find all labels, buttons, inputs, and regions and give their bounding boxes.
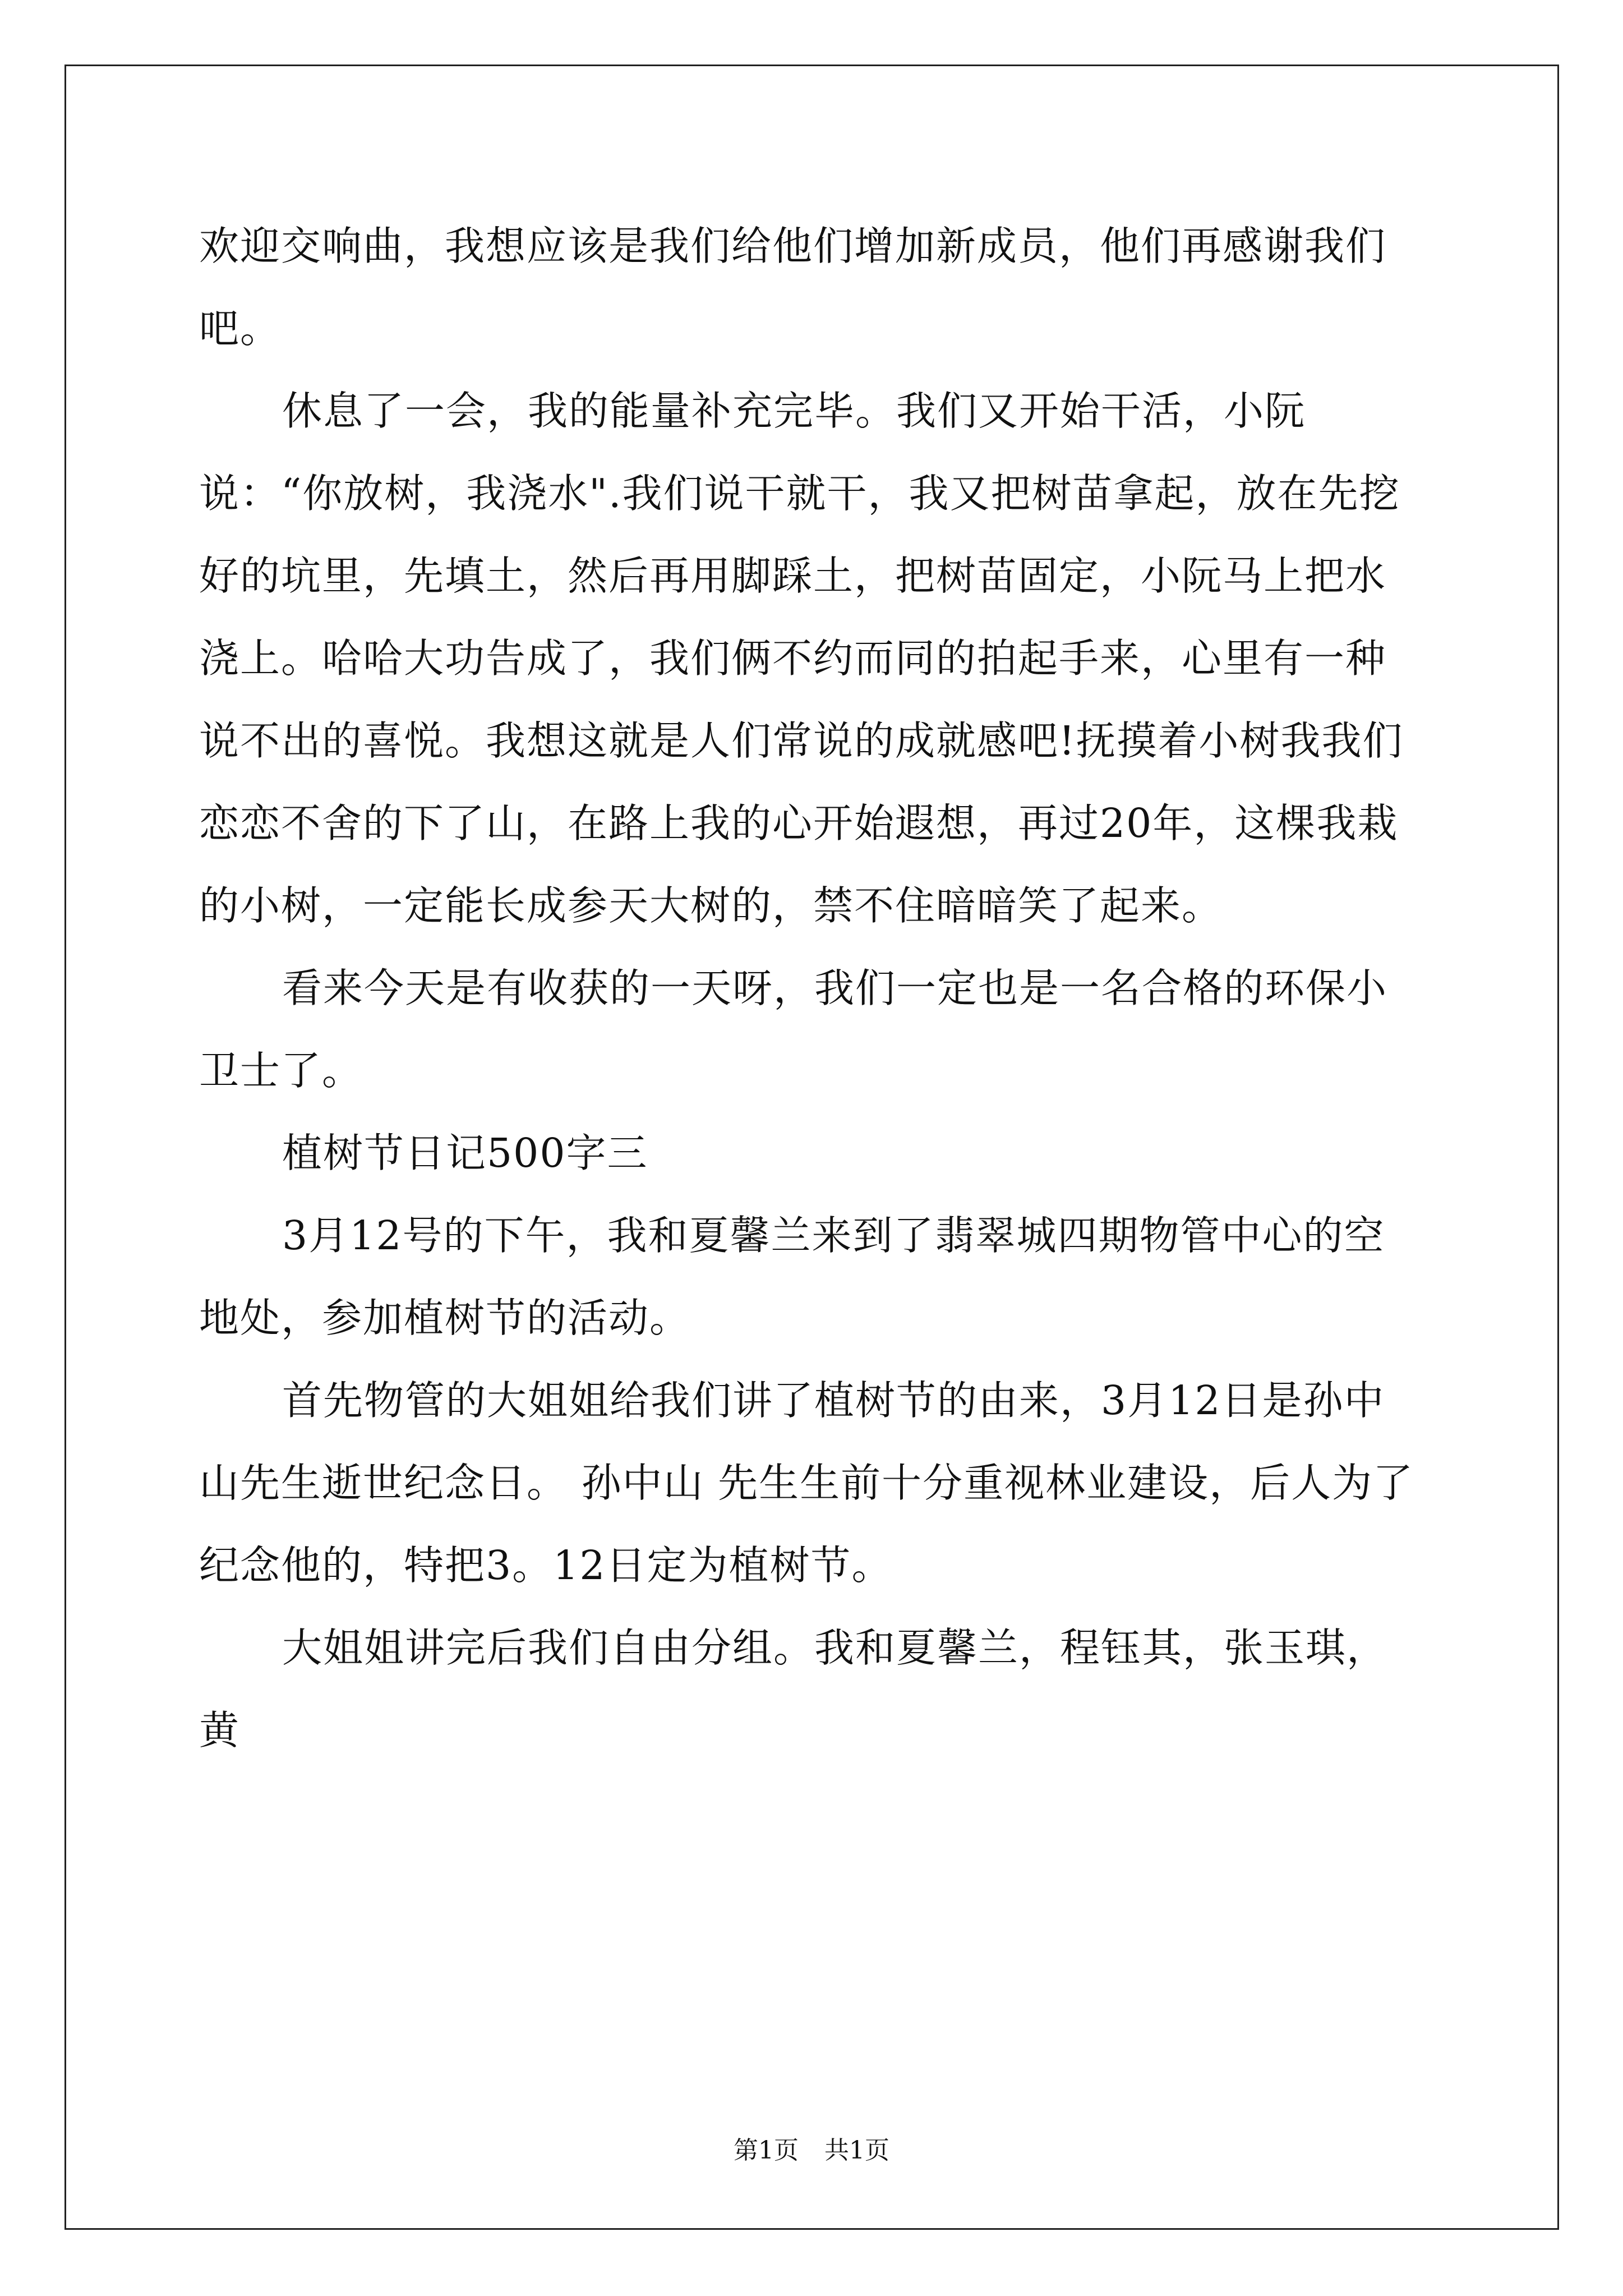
paragraph-grouping: 大姐姐讲完后我们自由分组。我和夏馨兰，程钰其，张玉琪，黄 [199,1625,1388,1754]
paragraph-planting: 休息了一会，我的能量补充完毕。我们又开始干活，小阮说：“你放树，我浇水".我们说干就干，我又把树苗拿起，放在先挖好的坑里，先填土，然后再用脚踩土，把树苗固定，小阮马上把水浇上。哈哈大功告成了，我们俩不约而同的拍起手来，心里有一种说不出的喜悦。我想这就是人们常说的成就感吧!抚摸着小树我我们恋恋不舍的下了山，在路上我的心开始遐想，再过20年，这棵我栽的小树，一定能长成参天大树的，禁不住暗暗笑了起来。 [199,388,1404,929]
section-title: 植树节日记500字三 [282,1130,648,1176]
paragraph-origin: 首先物管的大姐姐给我们讲了植树节的由来，3月12日是孙中山先生逝世纪念日。 孙中山 先生生前十分重视林业建设，后人为了纪念他的，特把3。12日定为植树节。 [199,1377,1414,1589]
paragraph-continuation: 欢迎交响曲，我想应该是我们给他们增加新成员，他们再感谢我们吧。 [199,223,1387,352]
page-number: 第1页 [734,2136,799,2165]
paragraph-conclusion: 看来今天是有收获的一天呀，我们一定也是一名合格的环保小卫士了。 [199,965,1388,1094]
page-total: 共1页 [824,2136,889,2165]
paragraph-intro: 3月12号的下午，我和夏馨兰来到了翡翠城四期物管中心的空地处，参加植树节的活动。 [199,1212,1385,1341]
page-footer [0,2135,1623,2166]
document-body [199,205,1422,1772]
